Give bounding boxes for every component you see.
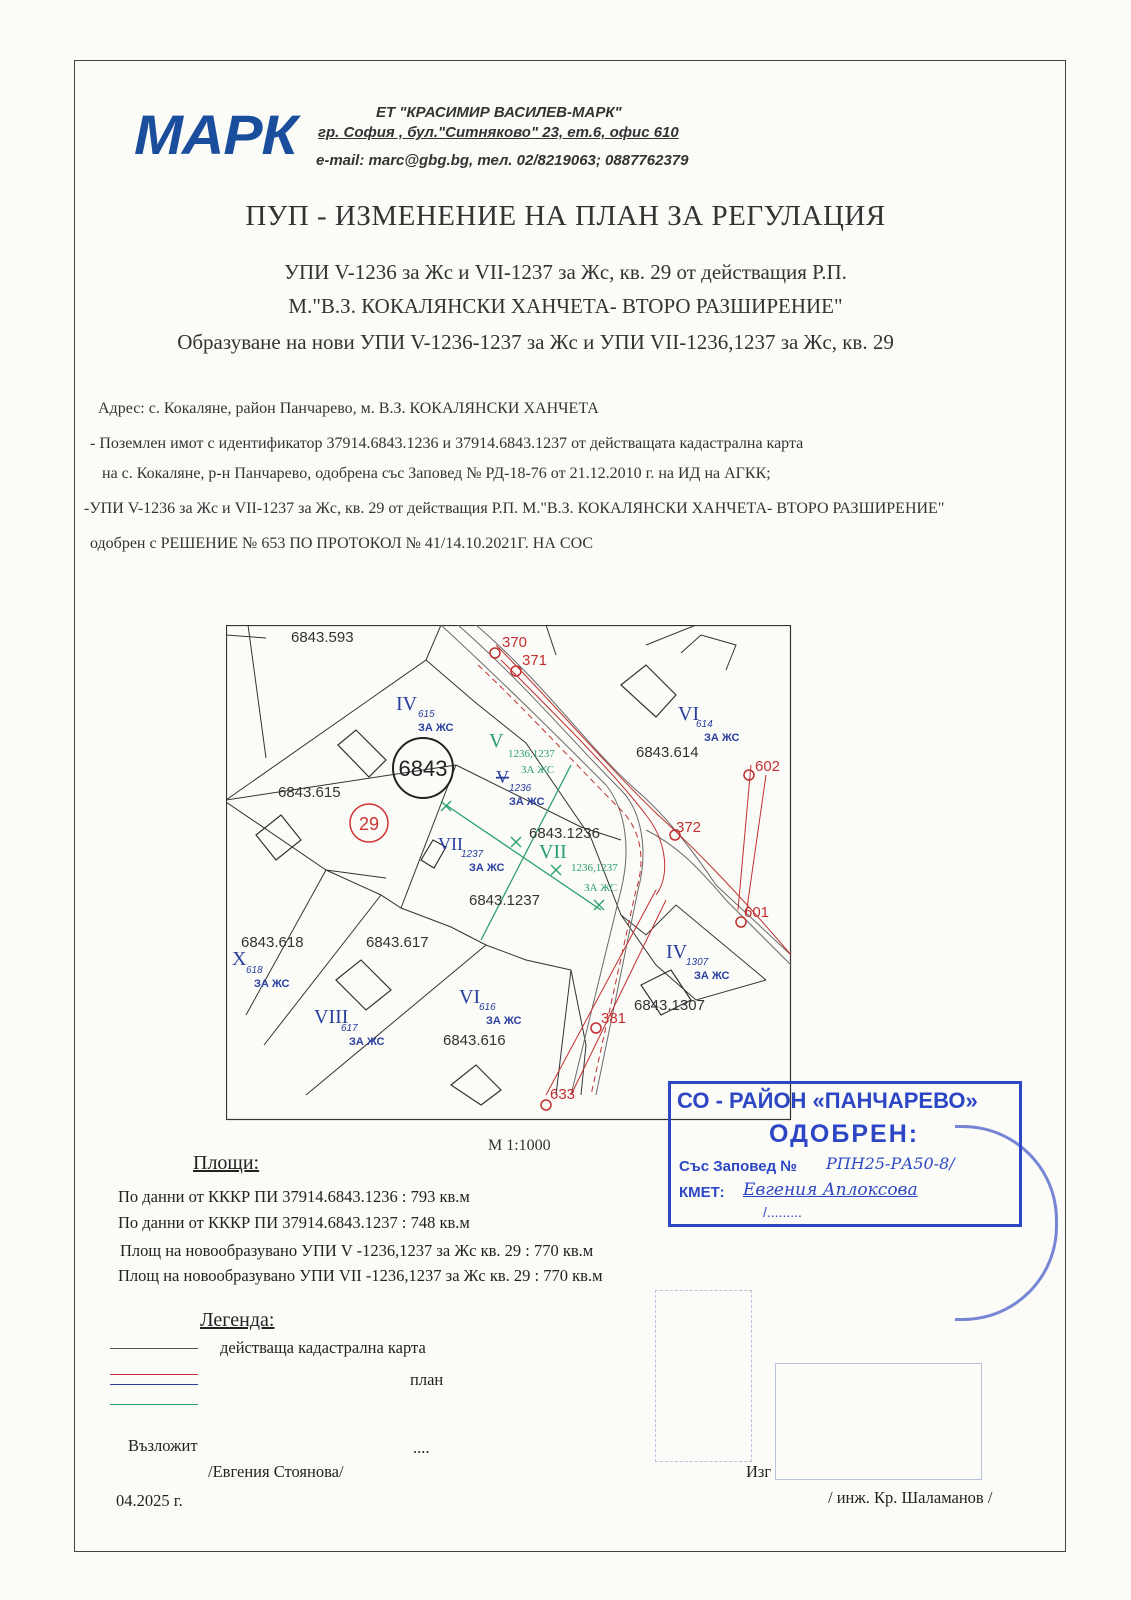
new-upi-vii: VII <box>539 841 567 863</box>
new-upi-v-sub: 1236,1237 <box>508 748 555 760</box>
upi-vii-sub: 1237 <box>461 849 484 860</box>
info-address: Адрес: с. Кокаляне, район Панчарево, м. В.З. КОКАЛЯНСКИ ХАНЧЕТА <box>98 400 599 417</box>
legend-line-existing-upi <box>110 1384 198 1385</box>
upi-x-sub: 618 <box>246 965 263 976</box>
parcel-615: 6843.615 <box>278 784 341 801</box>
info-property-1: - Поземлен имот с идентификатор 37914.6843.1236 и 37914.6843.1237 от действащата кадастрална карта <box>90 435 804 452</box>
upi-viii-617: VIII <box>314 1006 349 1028</box>
faded-stamp-left <box>655 1290 752 1462</box>
stamp-mayor-signature: Евгения Аплоксова <box>743 1180 918 1200</box>
upi-vi-616-sub: 616 <box>479 1002 496 1013</box>
info-approved: одобрен с РЕШЕНИЕ № 653 ПО ПРОТОКОЛ № 41/14.10.2021Г. НА СОС <box>90 535 593 552</box>
areas-heading: Площи: <box>193 1152 260 1174</box>
kvartal-number: 29 <box>358 814 380 834</box>
stamp-dots: /......... <box>763 1204 802 1220</box>
stamp-district: СО - РАЙОН «ПАНЧАРЕВО» <box>677 1088 978 1113</box>
node-371: 371 <box>522 652 548 669</box>
legend-label-cadastre: действаща кадастрална карта <box>220 1338 426 1357</box>
parcel-1307: 6843.1307 <box>634 997 705 1014</box>
upi-iv-1307: IV <box>666 941 688 963</box>
legend-heading: Легенда: <box>200 1309 275 1331</box>
executor-name: / инж. Кр. Шаламанов / <box>828 1488 993 1507</box>
company-logo: МАРК <box>134 103 297 166</box>
company-address: гр. София , бул."Ситняково" 23, ет.6, офис 610 <box>318 124 679 141</box>
area-new-vii: Площ на новообразувано УПИ VII -1236,1237 за Жс кв. 29 : 770 кв.м <box>118 1266 603 1285</box>
regulation-plan-map <box>226 625 792 1121</box>
parcel-617: 6843.617 <box>366 934 429 951</box>
legend-line-new-upi <box>110 1404 198 1405</box>
upi-vi-614: VI <box>678 703 700 725</box>
stamp-mayor-label: КМЕТ: <box>679 1184 725 1201</box>
node-633: 633 <box>550 1086 576 1103</box>
upi-v-old-use: ЗА ЖС <box>509 796 545 808</box>
upi-iv-1307-sub: 1307 <box>686 957 709 968</box>
map-scale: М 1:1000 <box>488 1137 551 1154</box>
stamp-order-number: РПН25-РА50-8/ <box>826 1154 955 1173</box>
title-line-2: М."В.З. КОКАЛЯНСКИ ХАНЧЕТА- ВТОРО РАЗШИРЕНИЕ" <box>288 294 843 318</box>
title-line-1: УПИ V-1236 за Жс и VII-1237 за Жс, кв. 29 от действащия Р.П. <box>284 260 847 284</box>
assignor-name: /Евгения Стоянова/ <box>208 1462 344 1481</box>
assignor-label: Възложит <box>128 1436 198 1455</box>
upi-iv-sub: 615 <box>418 709 435 720</box>
upi-viii-use: ЗА ЖС <box>349 1036 385 1048</box>
node-601: 601 <box>744 904 770 921</box>
legend-label-plan: план <box>410 1370 444 1389</box>
upi-vii-1237: VII <box>438 834 463 854</box>
upi-vii-use: ЗА ЖС <box>469 862 505 874</box>
upi-viii-sub: 617 <box>341 1023 358 1034</box>
upi-v-old-sub: 1236 <box>509 783 532 794</box>
executor-label: Изг <box>746 1462 772 1481</box>
parcel-618: 6843.618 <box>241 934 304 951</box>
company-contact: e-mail: marc@gbg.bg, тел. 02/8219063; 0887762379 <box>316 152 689 169</box>
upi-v-old: V <box>496 767 509 787</box>
upi-vi-use: ЗА ЖС <box>704 732 740 744</box>
assignor-dots: .... <box>413 1438 430 1457</box>
document-title: ПУП - ИЗМЕНЕНИЕ НА ПЛАН ЗА РЕГУЛАЦИЯ <box>245 200 886 232</box>
node-602: 602 <box>755 758 781 775</box>
parcel-614: 6843.614 <box>636 744 699 761</box>
node-381: 381 <box>601 1010 627 1027</box>
parcel-593: 6843.593 <box>291 629 354 646</box>
legend-line-cadastre <box>110 1348 198 1349</box>
approval-stamp <box>668 1081 1022 1227</box>
new-upi-vii-use: ЗА ЖС <box>584 882 618 894</box>
parcel-1236: 6843.1236 <box>529 825 600 842</box>
upi-x-use: ЗА ЖС <box>254 978 290 990</box>
stamp-order-label: Със Заповед № <box>679 1158 798 1175</box>
info-upi: -УПИ V-1236 за Жс и VII-1237 за Жс, кв. 29 от действащия Р.П. М."В.З. КОКАЛЯНСКИ ХАНЧЕТА- ВТОРО РАЗШИРЕНИЕ" <box>84 500 945 517</box>
legend-line-regulation <box>110 1374 198 1375</box>
upi-iv-use: ЗА ЖС <box>418 722 454 734</box>
parcel-1237: 6843.1237 <box>469 892 540 909</box>
area-1237: По данни от КККР ПИ 37914.6843.1237 : 748 кв.м <box>118 1213 470 1232</box>
area-new-v: Площ на новообразувано УПИ V -1236,1237 за Жс кв. 29 : 770 кв.м <box>120 1241 594 1260</box>
info-property-2: на с. Кокаляне, р-н Панчарево, одобрена със Заповед № РД-18-76 от 21.12.2010 г. на ИД на АГКК; <box>102 465 771 482</box>
upi-vi-sub: 614 <box>696 719 713 730</box>
node-372: 372 <box>676 819 702 836</box>
title-line-3: Образуване на нови УПИ V-1236-1237 за Жс и УПИ VII-1236,1237 за Жс, кв. 29 <box>177 330 894 354</box>
stamp-approved: ОДОБРЕН: <box>769 1120 920 1148</box>
upi-iv-1307-use: ЗА ЖС <box>694 970 730 982</box>
upi-x-618: X <box>232 948 247 970</box>
company-name: ЕТ "КРАСИМИР ВАСИЛЕВ-МАРК" <box>376 104 622 121</box>
new-upi-vii-sub: 1236,1237 <box>571 862 618 874</box>
document-date: 04.2025 г. <box>116 1491 183 1510</box>
upi-iv-615: IV <box>396 693 418 715</box>
node-370: 370 <box>502 634 528 651</box>
new-upi-v: V <box>489 730 504 752</box>
faded-stamp-right <box>775 1363 982 1480</box>
block-number: 6843 <box>398 756 448 781</box>
new-upi-v-use: ЗА ЖС <box>521 764 555 776</box>
upi-vi-616: VI <box>459 986 481 1008</box>
parcel-616: 6843.616 <box>443 1032 506 1049</box>
area-1236: По данни от КККР ПИ 37914.6843.1236 : 793 кв.м <box>118 1187 470 1206</box>
upi-vi-616-use: ЗА ЖС <box>486 1015 522 1027</box>
